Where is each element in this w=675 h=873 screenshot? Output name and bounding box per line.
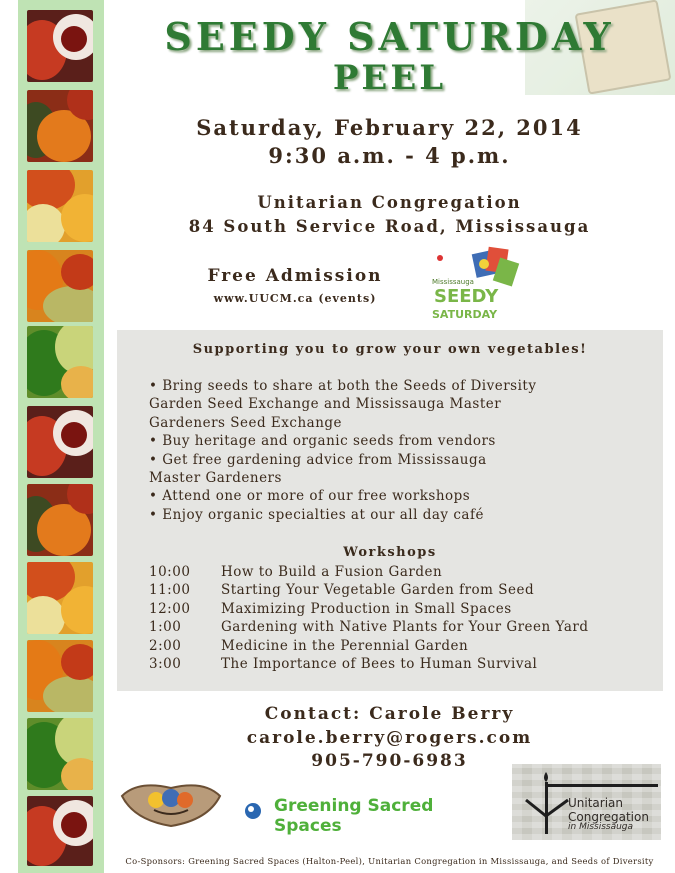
hands-earth-logo xyxy=(118,774,224,832)
seedy-logo-small-text: Mississauga xyxy=(432,278,474,286)
seedy-saturday-logo xyxy=(432,246,532,326)
workshop-title: Starting Your Vegetable Garden from Seed xyxy=(221,582,535,599)
squash-photo xyxy=(27,250,93,322)
uu-logo-line3: in Mississauga xyxy=(568,822,634,832)
squash-photo-2 xyxy=(27,640,93,712)
workshops-heading: Workshops xyxy=(343,545,437,560)
bullet-line: • Enjoy organic specialties at our all day café xyxy=(149,506,484,523)
uu-logo-line2: Congregation xyxy=(568,810,649,824)
bullet-line: • Get free gardening advice from Mississauga xyxy=(149,451,487,468)
citrus-photo-2 xyxy=(27,562,93,634)
workshop-time: 12:00 xyxy=(149,600,191,617)
unitarian-congregation-logo xyxy=(512,764,661,840)
greening-sacred-spaces-logo xyxy=(244,790,484,836)
admission-label: Free Admission xyxy=(207,266,383,286)
gss-globe-icon xyxy=(244,798,270,824)
contact-name: Contact: Carole Berry xyxy=(264,704,515,724)
bullet-line: Gardeners Seed Exchange xyxy=(149,414,343,431)
event-title: SEEDY SATURDAY xyxy=(164,14,615,59)
vegetable-photo-strip xyxy=(18,0,104,873)
bullet-list xyxy=(149,377,649,524)
leaf-photo xyxy=(27,326,93,398)
contact-phone: 905-790-6983 xyxy=(311,751,468,771)
leaf-photo-2 xyxy=(27,718,93,790)
seedy-logo-line2: SATURDAY xyxy=(432,308,498,321)
bullet-line: Garden Seed Exchange and Mississauga Master xyxy=(149,396,502,413)
event-title-location: PEEL xyxy=(332,58,447,98)
website-link[interactable]: www.UUCM.ca (events) xyxy=(213,292,377,305)
contact-email[interactable]: carole.berry@rogers.com xyxy=(246,728,533,748)
workshop-title: The Importance of Bees to Human Survival xyxy=(221,655,538,672)
pomegranate-photo-3 xyxy=(27,796,93,866)
venue-name: Unitarian Congregation xyxy=(257,193,522,212)
co-sponsors-footer: Co-Sponsors: Greening Sacred Spaces (Halton-Peel), Unitarian Congregation in Mississauga, and Seeds of Diversity xyxy=(125,856,654,866)
workshop-title: Gardening with Native Plants for Your Green Yard xyxy=(221,619,589,636)
workshop-list xyxy=(149,563,659,673)
workshop-title: How to Build a Fusion Garden xyxy=(221,564,443,580)
workshop-time: 2:00 xyxy=(149,637,182,654)
event-date: Saturday, February 22, 2014 xyxy=(196,115,583,140)
event-time: 9:30 a.m. - 4 p.m. xyxy=(268,143,511,168)
uu-logo-line1: Unitarian xyxy=(568,796,624,810)
apple-photo-2 xyxy=(27,484,93,556)
workshop-title: Medicine in the Perennial Garden xyxy=(221,637,469,654)
workshop-row xyxy=(149,563,659,581)
bullet-line: • Bring seeds to share at both the Seeds of Diversity xyxy=(149,378,537,394)
gss-logo-text: Greening Sacred Spaces xyxy=(274,796,434,836)
workshop-row xyxy=(149,618,659,636)
seedy-logo-line1: SEEDY xyxy=(434,286,499,307)
bullet-line: Master Gardeners xyxy=(149,470,282,487)
workshop-row xyxy=(149,600,659,618)
pomegranate-photo xyxy=(27,10,93,82)
citrus-photo xyxy=(27,170,93,242)
workshop-row xyxy=(149,655,659,673)
workshop-title: Maximizing Production in Small Spaces xyxy=(221,600,512,617)
info-panel xyxy=(117,330,663,691)
workshop-time: 3:00 xyxy=(149,655,182,672)
workshop-row xyxy=(149,637,659,655)
workshop-row xyxy=(149,581,659,599)
workshop-time: 1:00 xyxy=(149,619,182,636)
workshop-time: 10:00 xyxy=(149,564,191,580)
admission-block xyxy=(200,266,390,305)
pomegranate-photo-2 xyxy=(27,406,93,478)
uu-logo-text xyxy=(568,796,649,824)
bullet-line: • Buy heritage and organic seeds from vendors xyxy=(149,433,496,450)
panel-heading: Supporting you to grow your own vegetables! xyxy=(192,342,588,357)
venue-address: 84 South Service Road, Mississauga xyxy=(188,217,591,236)
bullet-line: • Attend one or more of our free workshops xyxy=(149,488,471,505)
apple-photo xyxy=(27,90,93,162)
workshop-time: 11:00 xyxy=(149,582,191,599)
